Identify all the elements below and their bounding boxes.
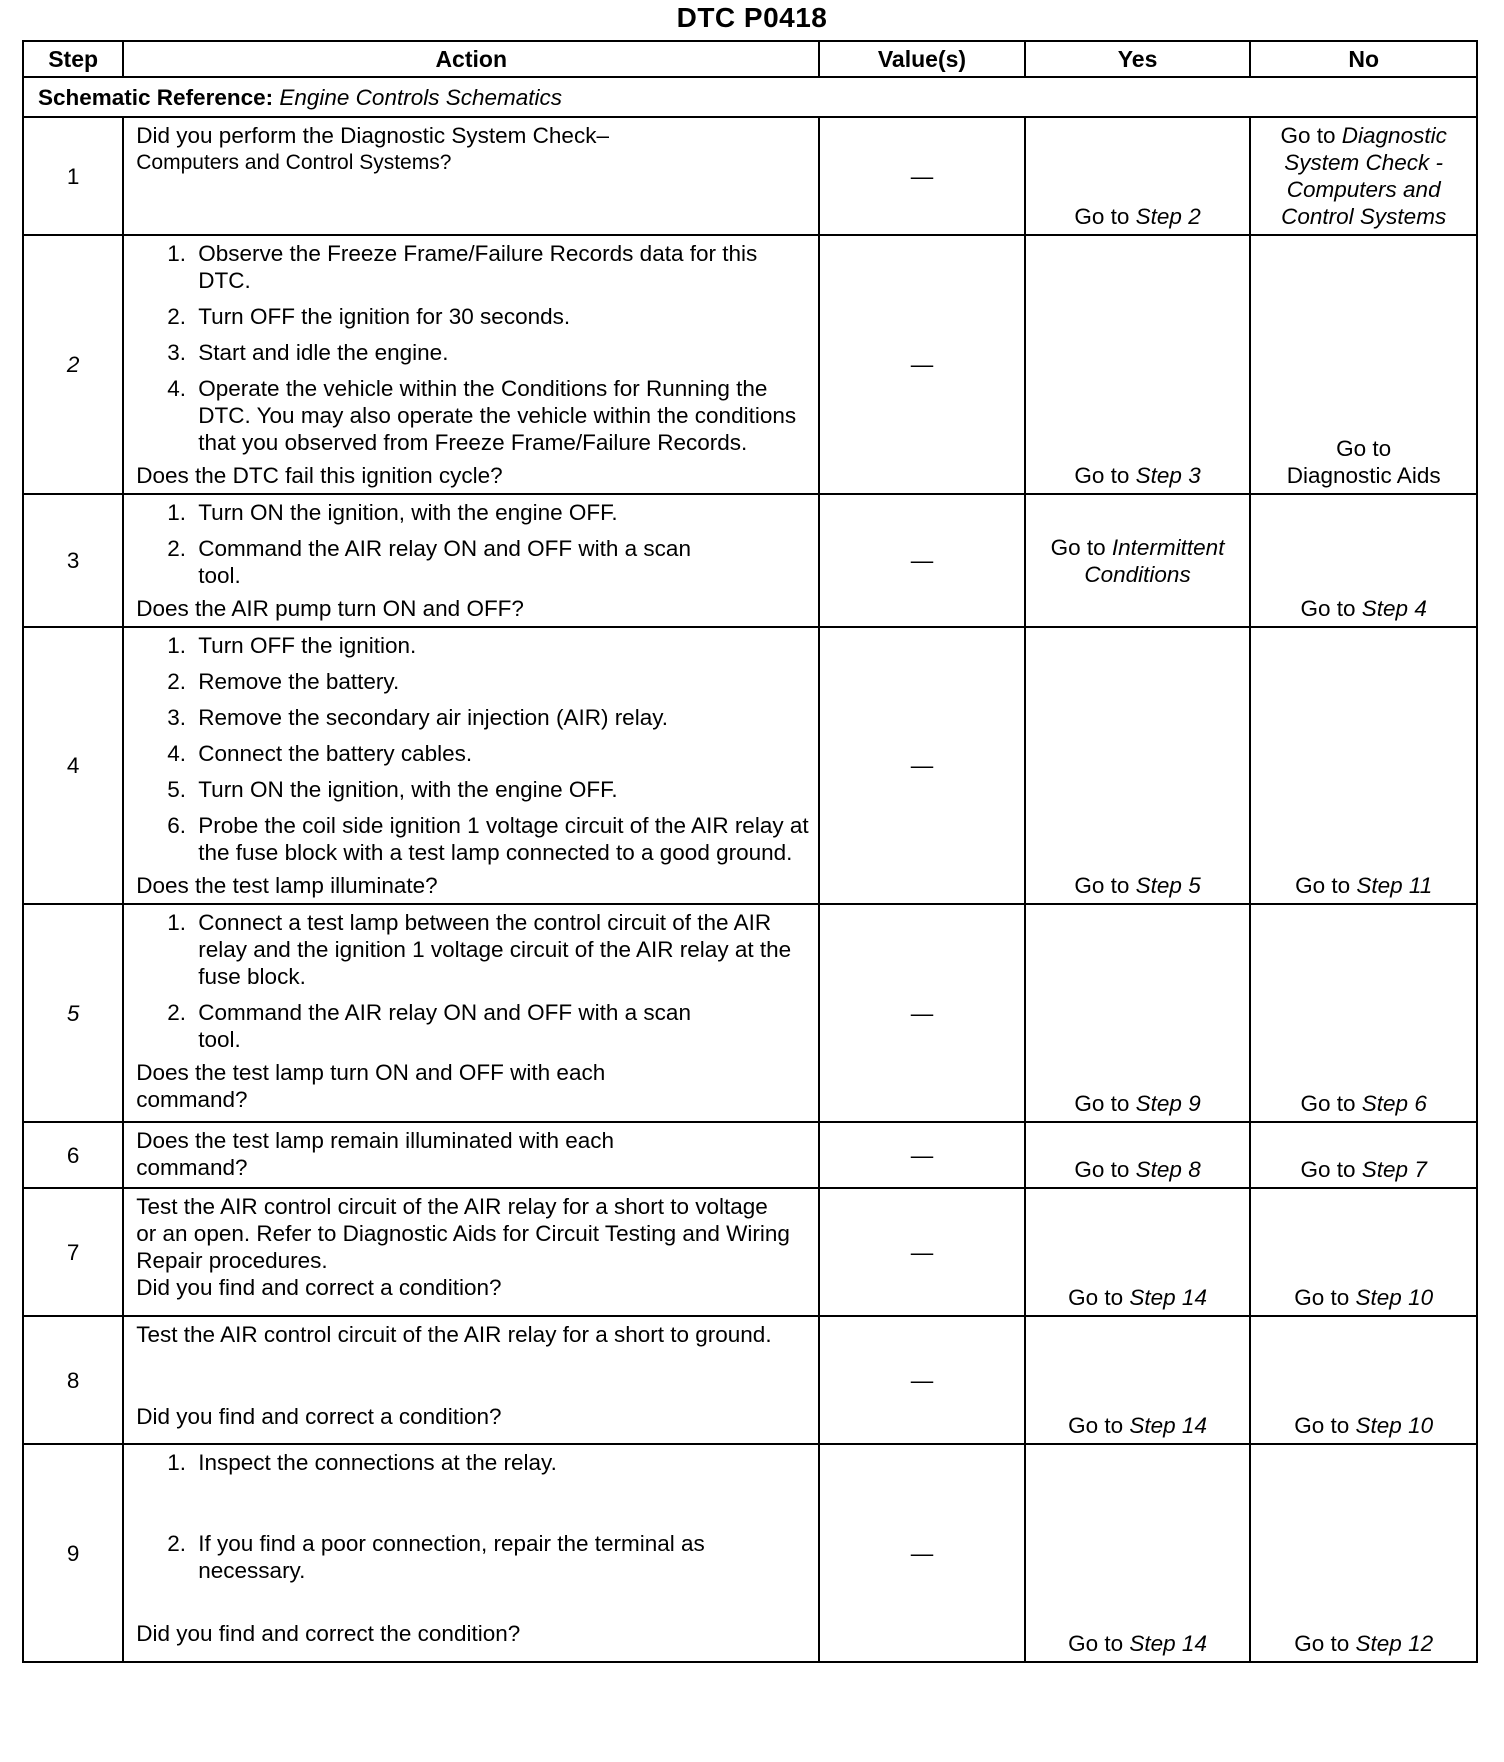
action-question: Does the DTC fail this ignition cycle? bbox=[136, 463, 503, 488]
action-steps bbox=[136, 499, 810, 589]
goto-label: Go to bbox=[1294, 1631, 1350, 1656]
page-title: DTC P0418 bbox=[676, 2, 828, 33]
goto-label: Go to bbox=[1050, 534, 1106, 560]
step-number: 4 bbox=[23, 627, 123, 904]
goto-label: Go to bbox=[1074, 204, 1130, 229]
action-cell bbox=[123, 1444, 819, 1662]
no-link[interactable]: Step 11 bbox=[1356, 873, 1433, 898]
goto-label: Go to bbox=[1068, 1285, 1124, 1310]
value-cell: — bbox=[819, 1122, 1025, 1188]
no-cell[interactable] bbox=[1250, 1316, 1477, 1444]
table-row bbox=[23, 904, 1477, 1122]
action-cell bbox=[123, 627, 819, 904]
action-cell bbox=[123, 235, 819, 494]
yes-cell[interactable] bbox=[1025, 494, 1251, 627]
step-number: 8 bbox=[23, 1316, 123, 1444]
table-row bbox=[23, 1316, 1477, 1444]
value-cell: — bbox=[819, 1316, 1025, 1444]
yes-cell[interactable] bbox=[1025, 117, 1251, 235]
action-text: Does the test lamp remain illuminated with each command? bbox=[136, 1128, 614, 1180]
step-number: 3 bbox=[23, 494, 123, 627]
value-cell: — bbox=[819, 1188, 1025, 1316]
value-cell: — bbox=[819, 627, 1025, 904]
action-step: 2. Turn OFF the ignition for 30 seconds. bbox=[192, 303, 810, 330]
table-row bbox=[23, 117, 1477, 235]
action-text: Computers and Control Systems? bbox=[136, 151, 452, 174]
yes-cell[interactable] bbox=[1025, 1316, 1251, 1444]
header-yes: Yes bbox=[1025, 41, 1251, 77]
step-number: 9 bbox=[23, 1444, 123, 1662]
value-cell: — bbox=[819, 904, 1025, 1122]
goto-label: Go to bbox=[1300, 1157, 1356, 1182]
action-step: 1. Connect a test lamp between the control circuit of the AIR relay and the ignition 1 voltage circuit of the AIR relay at the fuse block. bbox=[192, 909, 810, 990]
action-cell bbox=[123, 1122, 819, 1188]
action-step: 1. Observe the Freeze Frame/Failure Records data for this DTC. bbox=[192, 240, 810, 294]
yes-cell[interactable] bbox=[1025, 1188, 1251, 1316]
no-cell[interactable] bbox=[1250, 1122, 1477, 1188]
yes-cell[interactable] bbox=[1025, 1122, 1251, 1188]
step-number: 2 bbox=[23, 235, 123, 494]
action-question: Did you find and correct a condition? bbox=[136, 1275, 502, 1300]
yes-link[interactable]: Step 14 bbox=[1129, 1631, 1207, 1656]
goto-label: Go to bbox=[1074, 1157, 1130, 1182]
header-values: Value(s) bbox=[819, 41, 1025, 77]
value-cell: — bbox=[819, 494, 1025, 627]
value-cell: — bbox=[819, 117, 1025, 235]
no-cell[interactable] bbox=[1250, 904, 1477, 1122]
table-row bbox=[23, 1444, 1477, 1662]
action-cell bbox=[123, 1188, 819, 1316]
yes-link[interactable]: Step 9 bbox=[1135, 1091, 1201, 1116]
yes-cell[interactable] bbox=[1025, 1444, 1251, 1662]
action-step: 1. Inspect the connections at the relay. bbox=[192, 1449, 810, 1476]
table-row bbox=[23, 235, 1477, 494]
goto-label: Go to bbox=[1300, 596, 1356, 621]
action-step: 4. Connect the battery cables. bbox=[192, 740, 810, 767]
action-step: 3. Remove the secondary air injection (AIR) relay. bbox=[192, 704, 810, 731]
no-cell[interactable] bbox=[1250, 627, 1477, 904]
goto-label: Go to bbox=[1074, 1091, 1130, 1116]
header-no: No bbox=[1250, 41, 1477, 77]
action-cell bbox=[123, 117, 819, 235]
header-row bbox=[23, 41, 1477, 77]
action-cell bbox=[123, 1316, 819, 1444]
yes-link[interactable]: Step 14 bbox=[1129, 1285, 1207, 1310]
schematic-row bbox=[23, 77, 1477, 117]
action-step: 3. Start and idle the engine. bbox=[192, 339, 810, 366]
goto-label: Go to bbox=[1336, 436, 1392, 461]
no-link[interactable]: Diagnostic Aids bbox=[1286, 463, 1441, 488]
yes-link[interactable]: Step 14 bbox=[1129, 1413, 1207, 1438]
action-question: Did you find and correct a condition? bbox=[136, 1404, 502, 1429]
action-question: Did you find and correct the condition? bbox=[136, 1621, 521, 1646]
header-action: Action bbox=[123, 41, 819, 77]
action-step: 1. Turn OFF the ignition. bbox=[192, 632, 810, 659]
yes-cell[interactable] bbox=[1025, 904, 1251, 1122]
yes-link[interactable]: Intermittent Conditions bbox=[1084, 534, 1225, 587]
no-link[interactable]: Step 7 bbox=[1361, 1157, 1427, 1182]
step-number: 6 bbox=[23, 1122, 123, 1188]
schematic-label: Schematic Reference: bbox=[38, 84, 274, 110]
table-row bbox=[23, 1122, 1477, 1188]
no-link[interactable]: Step 10 bbox=[1355, 1413, 1434, 1438]
action-step: 5. Turn ON the ignition, with the engine OFF. bbox=[192, 776, 810, 803]
step-number: 1 bbox=[23, 117, 123, 235]
value-cell: — bbox=[819, 1444, 1025, 1662]
goto-label: Go to bbox=[1300, 1091, 1356, 1116]
yes-link[interactable]: Step 8 bbox=[1135, 1157, 1201, 1182]
goto-label: Go to bbox=[1074, 873, 1130, 898]
action-step: 6. Probe the coil side ignition 1 voltage circuit of the AIR relay at the fuse block with a test lamp connected to a good ground. bbox=[192, 812, 810, 866]
no-cell[interactable] bbox=[1250, 235, 1477, 494]
value-cell: — bbox=[819, 235, 1025, 494]
action-question: Does the AIR pump turn ON and OFF? bbox=[136, 596, 524, 621]
no-link[interactable]: Step 6 bbox=[1361, 1091, 1427, 1116]
action-step: 2. If you find a poor connection, repair the terminal as necessary. bbox=[192, 1530, 810, 1584]
table-row bbox=[23, 627, 1477, 904]
diagnostic-table bbox=[22, 40, 1478, 1663]
yes-link[interactable]: Step 5 bbox=[1135, 873, 1201, 898]
no-cell[interactable] bbox=[1250, 117, 1477, 235]
goto-label: Go to bbox=[1068, 1413, 1124, 1438]
yes-cell[interactable] bbox=[1025, 627, 1251, 904]
schematic-link[interactable]: Engine Controls Schematics bbox=[279, 84, 563, 110]
goto-label: Go to bbox=[1294, 1285, 1350, 1310]
goto-label: Go to bbox=[1295, 873, 1351, 898]
no-link[interactable]: Step 12 bbox=[1355, 1631, 1434, 1656]
no-cell[interactable] bbox=[1250, 1188, 1477, 1316]
action-question: Does the test lamp illuminate? bbox=[136, 873, 438, 898]
action-question: Does the test lamp turn ON and OFF with each command? bbox=[136, 1060, 606, 1112]
action-steps bbox=[136, 632, 810, 866]
yes-link[interactable]: Step 3 bbox=[1135, 463, 1201, 488]
action-steps bbox=[136, 240, 810, 456]
table-row bbox=[23, 494, 1477, 627]
no-link[interactable]: Step 10 bbox=[1355, 1285, 1434, 1310]
no-cell[interactable] bbox=[1250, 1444, 1477, 1662]
action-text: Did you perform the Diagnostic System Check– bbox=[136, 123, 609, 148]
action-step: 1. Turn ON the ignition, with the engine OFF. bbox=[192, 499, 810, 526]
action-cell bbox=[123, 494, 819, 627]
action-steps bbox=[136, 1449, 810, 1584]
schematic-reference bbox=[23, 77, 1477, 117]
action-steps bbox=[136, 909, 810, 1053]
action-step: 2. Command the AIR relay ON and OFF with a scan tool. bbox=[192, 535, 810, 589]
no-link[interactable]: Step 4 bbox=[1361, 596, 1427, 621]
goto-label: Go to bbox=[1074, 463, 1130, 488]
step-number: 5 bbox=[23, 904, 123, 1122]
action-step: 4. Operate the vehicle within the Conditions for Running the DTC. You may also operate the vehicle within the conditions that you observed from Freeze Frame/Failure Records. bbox=[192, 375, 810, 456]
step-number: 7 bbox=[23, 1188, 123, 1316]
no-cell[interactable] bbox=[1250, 494, 1477, 627]
action-text: Test the AIR control circuit of the AIR relay for a short to ground. bbox=[136, 1322, 772, 1347]
action-cell bbox=[123, 904, 819, 1122]
yes-link[interactable]: Step 2 bbox=[1135, 204, 1201, 229]
no-link[interactable]: Diagnostic System Check - Computers and Control Systems bbox=[1281, 123, 1447, 229]
table-row bbox=[23, 1188, 1477, 1316]
goto-label: Go to bbox=[1280, 123, 1336, 148]
action-step: 2. Command the AIR relay ON and OFF with a scan tool. bbox=[192, 999, 810, 1053]
header-step: Step bbox=[23, 41, 123, 77]
goto-label: Go to bbox=[1068, 1631, 1124, 1656]
goto-label: Go to bbox=[1294, 1413, 1350, 1438]
action-text: Test the AIR control circuit of the AIR relay for a short to voltage or an open. Refer to Diagnostic Aids for Circuit Testing and Wiring Repair procedures. bbox=[136, 1194, 790, 1273]
action-step: 2. Remove the battery. bbox=[192, 668, 810, 695]
yes-cell[interactable] bbox=[1025, 235, 1251, 494]
